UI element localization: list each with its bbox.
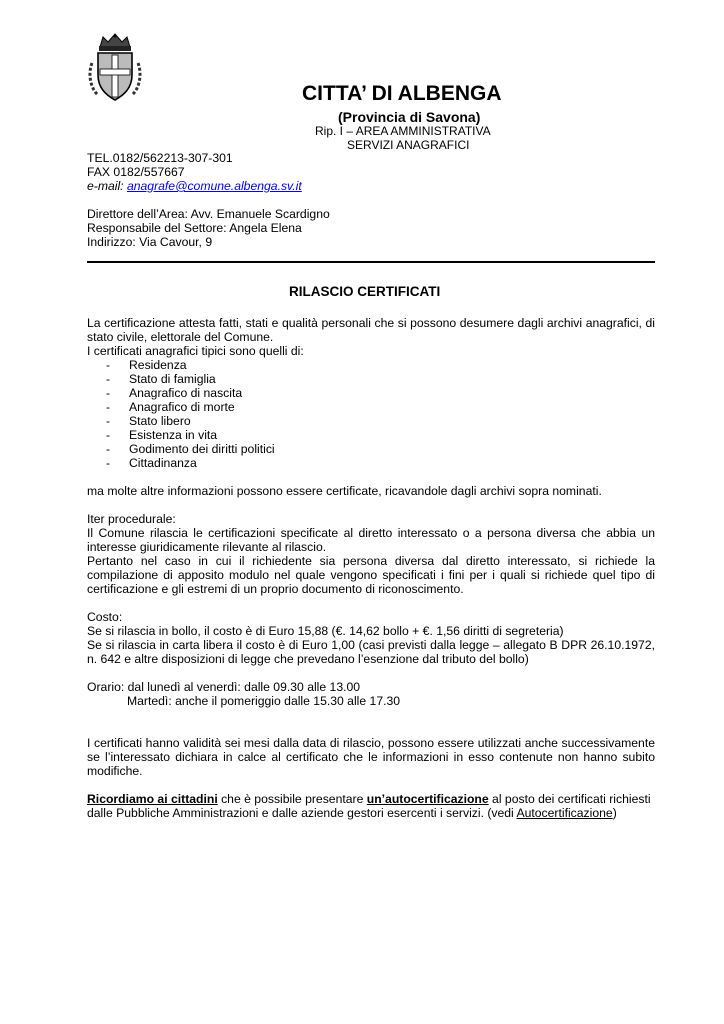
reminder-text: che è possibile presentare [217,792,367,806]
intro-line-1: La certificazione attesta fatti, stati e qualità personali che si possono desumere dagli archivi anagrafici, di [87,316,655,330]
address-line: Indirizzo: Via Cavour, 9 [87,235,213,249]
procedure-line-1: Il Comune rilascia le certificazioni specificate al diretto interessato o a persona diversa che abbia un [87,526,655,540]
list-item: Residenza [129,358,187,372]
hours-line-2: Martedì: anche il pomeriggio dalle 15.30 alle 17.30 [127,694,401,708]
phone-number: TEL.0182/562213-307-301 [87,151,233,165]
service-line: SERVIZI ANAGRAFICI [347,138,470,152]
procedure-line-3: Pertanto nel caso in cui il richiedente sia persona diversa dal diretto interessato, si richiede la [87,554,655,568]
list-item: Stato di famiglia [129,372,216,386]
validity-line-3: modifiche. [87,764,143,778]
list-bullet: - [106,372,111,386]
list-item: Godimento dei diritti politici [129,442,275,456]
cost-line-2: Se si rilascia in carta libera il costo è di Euro 1,00 (casi previsti dalla legge – allegato B DPR 26.10.1972, [87,638,655,652]
self-certification-link[interactable]: Autocertificazione [516,806,613,820]
area-line: Rip. I – AREA AMMINISTRATIVA [315,124,491,138]
reminder-line-1 [87,792,651,806]
list-item: Anagrafico di nascita [129,386,243,400]
self-certification-highlight: un’autocertificazione [366,792,489,806]
list-bullet: - [106,428,111,442]
director-line: Direttore dell’Area: Avv. Emanuele Scardigno [87,207,330,221]
procedure-line-5: certificazione e gli estremi di un proprio documento di riconoscimento. [87,582,464,596]
responsible-line: Responsabile del Settore: Angela Elena [87,221,302,235]
intro-line-2: stato civile, elettorale del Comune. [87,330,274,344]
cost-label: Costo: [87,610,123,624]
procedure-label: Iter procedurale: [87,512,176,526]
email-label: e-mail: [87,179,124,193]
list-item: Esistenza in vita [129,428,218,442]
cost-line-3: n. 642 e altre disposizioni di legge che prevedano l’esenzione dal tributo del bollo) [87,652,529,666]
list-bullet: - [106,386,111,400]
other-info-paragraph: ma molte altre informazioni possono essere certificate, ricavandole dagli archivi sopra nominati. [87,484,602,498]
reminder-text: al posto dei certificati richiesti [488,792,651,806]
list-item: Cittadinanza [129,456,197,470]
list-item: Stato libero [129,414,191,428]
cost-line-1: Se si rilascia in bollo, il costo è di Euro 15,88 (€. 14,62 bollo + €. 1,56 diritti di segreteria) [87,624,564,638]
list-bullet: - [106,358,111,372]
reminder-text: dalle Pubbliche Amministrazioni e dalle aziende gestori esercenti i servizi. (vedi [87,806,517,820]
header-divider [87,261,655,263]
list-bullet: - [106,414,111,428]
validity-line-2: se l’interessato dichiara in calce al certificato che le informazioni in esso contenute non hanno subito [87,750,655,764]
email-link[interactable]: anagrafe@comune.albenga.sv.it [126,179,302,193]
validity-line-1: I certificati hanno validità sei mesi dalla data di rilascio, possono essere utilizzati anche successivamente [87,736,655,750]
hours-line-1: Orario: dal lunedì al venerdì: dalle 09.30 alle 13.00 [87,680,361,694]
reminder-text: ) [612,806,617,820]
procedure-line-2: interesse giuridicamente rilevante al rilascio. [87,540,327,554]
fax-number: FAX 0182/557667 [87,165,185,179]
list-bullet: - [106,456,111,470]
province-subtitle: (Provincia di Savona) [338,109,481,125]
email-row [87,179,302,193]
section-title: RILASCIO CERTIFICATI [289,284,441,299]
list-bullet: - [106,400,111,414]
intro-line-3: I certificati anagrafici tipici sono quelli di: [87,344,304,358]
reminder-bold-citizens: Ricordiamo ai cittadini [87,792,218,806]
reminder-line-2 [87,806,617,820]
list-item: Anagrafico di morte [129,400,235,414]
city-title: CITTA’ DI ALBENGA [302,82,502,105]
list-bullet: - [106,442,111,456]
city-coat-of-arms [86,33,144,103]
procedure-line-4: compilazione di apposito modulo nel quale vengono specificati i fini per i quali si richiede quel tipo di [87,568,655,582]
